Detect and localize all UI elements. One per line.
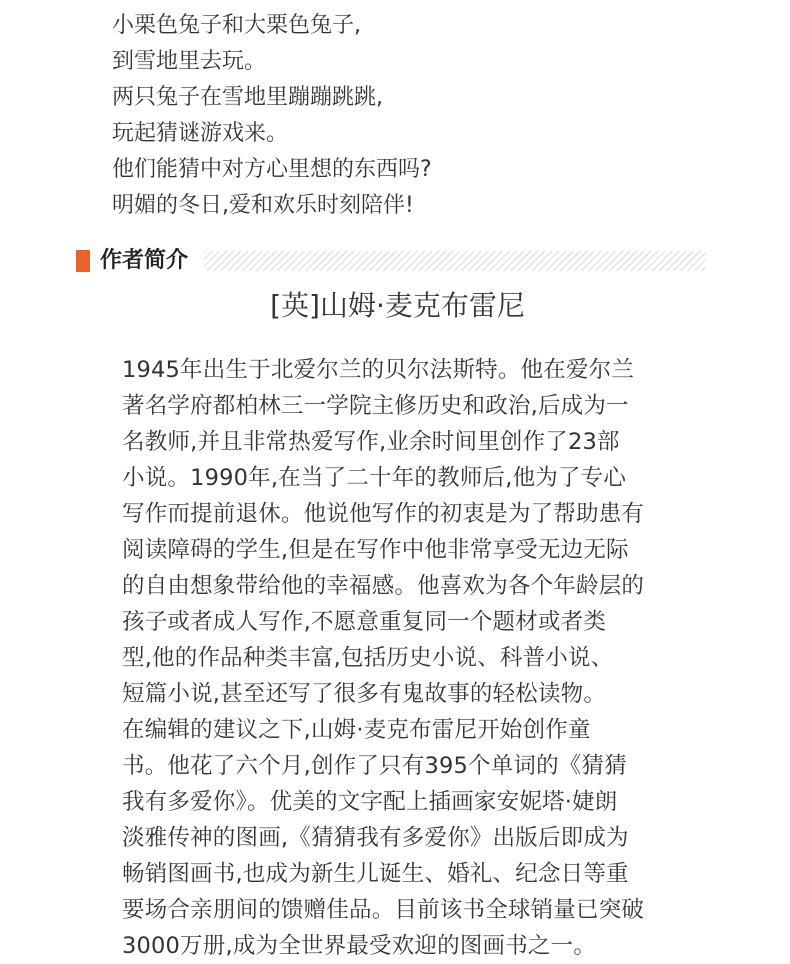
bio-line: 型,他的作品种类丰富,包括历史小说、科普小说、 xyxy=(122,645,614,671)
author-bio xyxy=(122,352,644,964)
bio-line: 孩子或者成人写作,不愿意重复同一个题材或者类 xyxy=(122,609,607,635)
intro-line: 到雪地里去玩。 xyxy=(112,49,267,74)
bio-line: 写作而提前退休。他说他写作的初衷是为了帮助患有 xyxy=(122,501,645,527)
bio-line: 在编辑的建议之下,山姆·麦克布雷尼开始创作童 xyxy=(122,717,591,743)
bio-line: 我有多爱你》。优美的文字配上插画家安妮塔·婕朗 xyxy=(122,789,618,815)
author-name: [英]山姆·麦克布雷尼 xyxy=(270,289,525,322)
bio-line: 书。他花了六个月,创作了只有395个单词的《猜猜 xyxy=(122,753,627,779)
bio-line: 著名学府都柏林三一学院主修历史和政治,后成为一 xyxy=(122,393,629,419)
bio-line: 3000万册,成为全世界最受欢迎的图画书之一。 xyxy=(122,933,597,959)
bio-line: 畅销图画书,也成为新生儿诞生、婚礼、纪念日等重 xyxy=(122,861,629,887)
bio-line: 的自由想象带给他的幸福感。他喜欢为各个年龄层的 xyxy=(122,573,645,599)
intro-line: 他们能猜中对方心里想的东西吗? xyxy=(112,157,432,182)
bio-line: 淡雅传神的图画,《猜猜我有多爱你》出版后即成为 xyxy=(122,825,629,851)
section-title: 作者简介 xyxy=(100,248,189,273)
bio-line: 名教师,并且非常热爱写作,业余时间里创作了23部 xyxy=(122,429,620,455)
bio-line: 小说。1990年,在当了二十年的教师后,他为了专心 xyxy=(122,465,627,491)
intro-line: 小栗色兔子和大栗色兔子, xyxy=(112,13,361,38)
section-header xyxy=(76,246,706,276)
section-accent-bar xyxy=(76,250,90,272)
intro-line: 玩起猜谜游戏来。 xyxy=(112,121,289,146)
bio-line: 短篇小说,甚至还写了很多有鬼故事的轻松读物。 xyxy=(122,681,607,707)
bio-line: 阅读障碍的学生,但是在写作中他非常享受无边无际 xyxy=(122,537,629,563)
section-hatch-divider xyxy=(204,251,706,271)
bio-line: 要场合亲朋间的馈赠佳品。目前该书全球销量已突破 xyxy=(122,897,645,923)
intro-paragraph xyxy=(112,8,432,224)
intro-line: 明媚的冬日,爱和欢乐时刻陪伴! xyxy=(112,193,414,218)
bio-line: 1945年出生于北爱尔兰的贝尔法斯特。他在爱尔兰 xyxy=(122,357,635,383)
intro-line: 两只兔子在雪地里蹦蹦跳跳, xyxy=(112,85,383,110)
